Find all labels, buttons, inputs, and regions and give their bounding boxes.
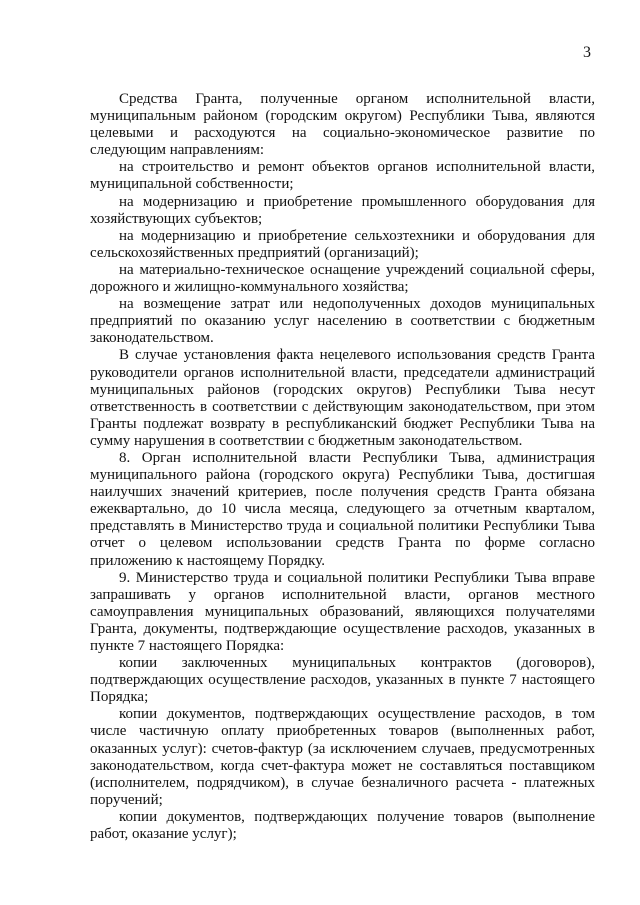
list-item-agri-machinery: на модернизацию и приобретение сельхозтехники и оборудования для сельскохозяйственных предприятий (организаций); (90, 227, 595, 261)
document-body (90, 91, 595, 843)
paragraph-item-9-documents: 9. Министерство труда и социальной политики Республики Тыва вправе запрашивать у органов исполнительной власти, органов местного самоуправления муниципальных образований, являющихся получателями Гранта, документы, подтверждающие осуществление расходов, указанных в пункте 7 настоящего Порядка: (90, 569, 595, 654)
paragraph-grant-purpose: Средства Гранта, полученные органом исполнительной власти, муниципальным районом (городским округом) Республики Тыва, являются целевыми и расходуются на социально-экономическое развитие по следующим направлениям: (90, 91, 595, 159)
list-item-expense-documents: копии документов, подтверждающих осуществление расходов, в том числе частичную оплату приобретенных товаров (выполненных работ, оказанных услуг): счетов-фактур (за исключением случаев, предусмотренных законодательством, когда счет-фактура может не составляться поставщиком (исполнителем, подрядчиком), в случае безналичного расчета - платежных поручений; (90, 706, 595, 808)
list-item-industrial-equipment: на модернизацию и приобретение промышленного оборудования для хозяйствующих субъектов; (90, 193, 595, 227)
paragraph-item-8-reporting: 8. Орган исполнительной власти Республики Тыва, администрация муниципального района (городского округа) Республики Тыва, достигшая наилучших значений критериев, после получения средств Гранта обязана ежеквартально, до 10 числа месяца, следующего за отчетным кварталом, представлять в Министерство труда и социальной политики Республики Тыва отчет о целевом использовании средств Гранта по форме согласно приложению к настоящему Порядку. (90, 449, 595, 569)
page-number: 3 (583, 44, 591, 61)
list-item-receipt-documents: копии документов, подтверждающих получение товаров (выполнение работ, оказание услуг); (90, 808, 595, 843)
list-item-cost-compensation: на возмещение затрат или недополученных доходов муниципальных предприятий по оказанию услуг населению в соответствии с бюджетным законодательством. (90, 296, 595, 347)
paragraph-misuse-liability: В случае установления факта нецелевого использования средств Гранта руководители органов исполнительной власти, председатели администраций муниципальных районов (городских округов) Республики Тыва несут ответственность в соответствии с действующим законодательством, при этом Гранты подлежат возврату в республиканский бюджет Республики Тыва на сумму нарушения в соответствии с бюджетным законодательством. (90, 347, 595, 449)
list-item-social-equipment: на материально-техническое оснащение учреждений социальной сферы, дорожного и жилищно-коммунального хозяйства; (90, 261, 595, 296)
list-item-contract-copies: копии заключенных муниципальных контрактов (договоров), подтверждающих осуществление расходов, указанных в пункте 7 настоящего Порядка; (90, 655, 595, 706)
list-item-construction: на строительство и ремонт объектов органов исполнительной власти, муниципальной собственности; (90, 159, 595, 193)
